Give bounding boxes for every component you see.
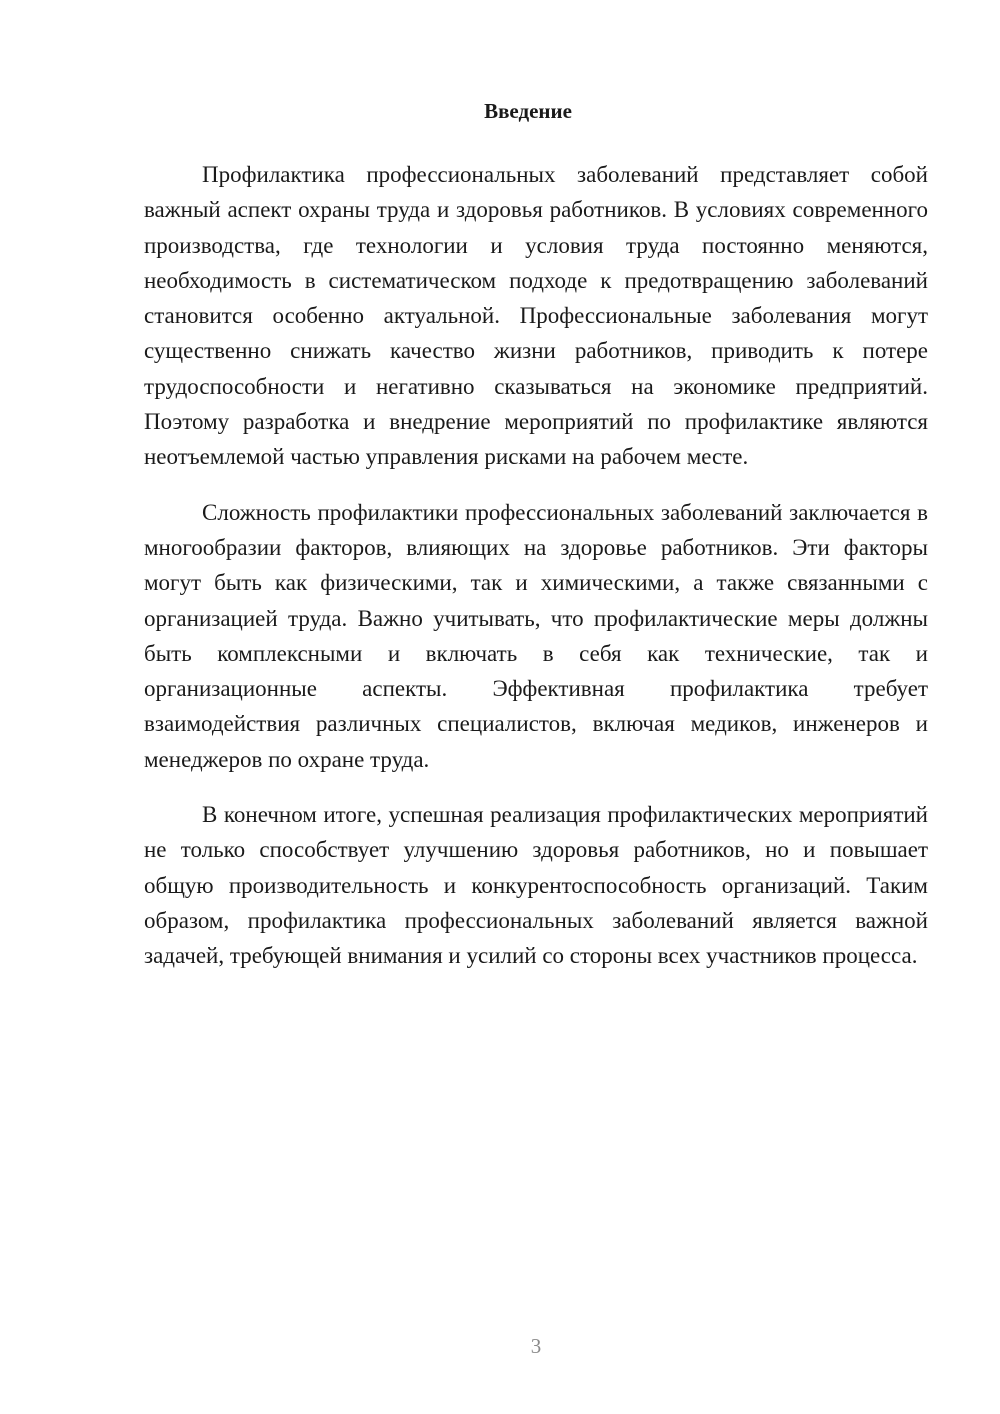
page-number: 3 xyxy=(530,1334,542,1358)
paragraph-2: Сложность профилактики профессиональных заболеваний заключается в многообразии факторов, влияющих на здоровье работников. Эти факторы могут быть как физическими, так и химическими, а также связанными с организацией труда. Важно учитывать, что профилактические меры должны быть комплексными и включать в себя как технические, так и организационные аспекты. Эффективная профилактика требует взаимодействия различных специалистов, включая медиков, инженеров и менеджеров по охране труда. xyxy=(144,499,928,772)
page-content xyxy=(144,96,928,974)
paragraph-3: В конечном итоге, успешная реализация профилактических мероприятий не только способствует улучшению здоровья работников, но и повышает общую производительность и конкурентоспособность организаций. Таким образом, профилактика профессиональных заболеваний является важной задачей, требующей внимания и усилий со стороны всех участников процесса. xyxy=(144,802,928,969)
paragraph-1: Профилактика профессиональных заболеваний представляет собой важный аспект охраны труда и здоровья работников. В условиях современного производства, где технологии и условия труда постоянно меняются, необходимость в систематическом подходе к предотвращению заболеваний становится особенно актуальной. Профессиональные заболевания могут существенно снижать качество жизни работников, приводить к потере трудоспособности и негативно сказываться на экономике предприятий. Поэтому разработка и внедрение мероприятий по профилактике являются неотъемлемой частью управления рисками на рабочем месте. xyxy=(144,162,928,470)
section-heading: Введение xyxy=(484,99,572,123)
